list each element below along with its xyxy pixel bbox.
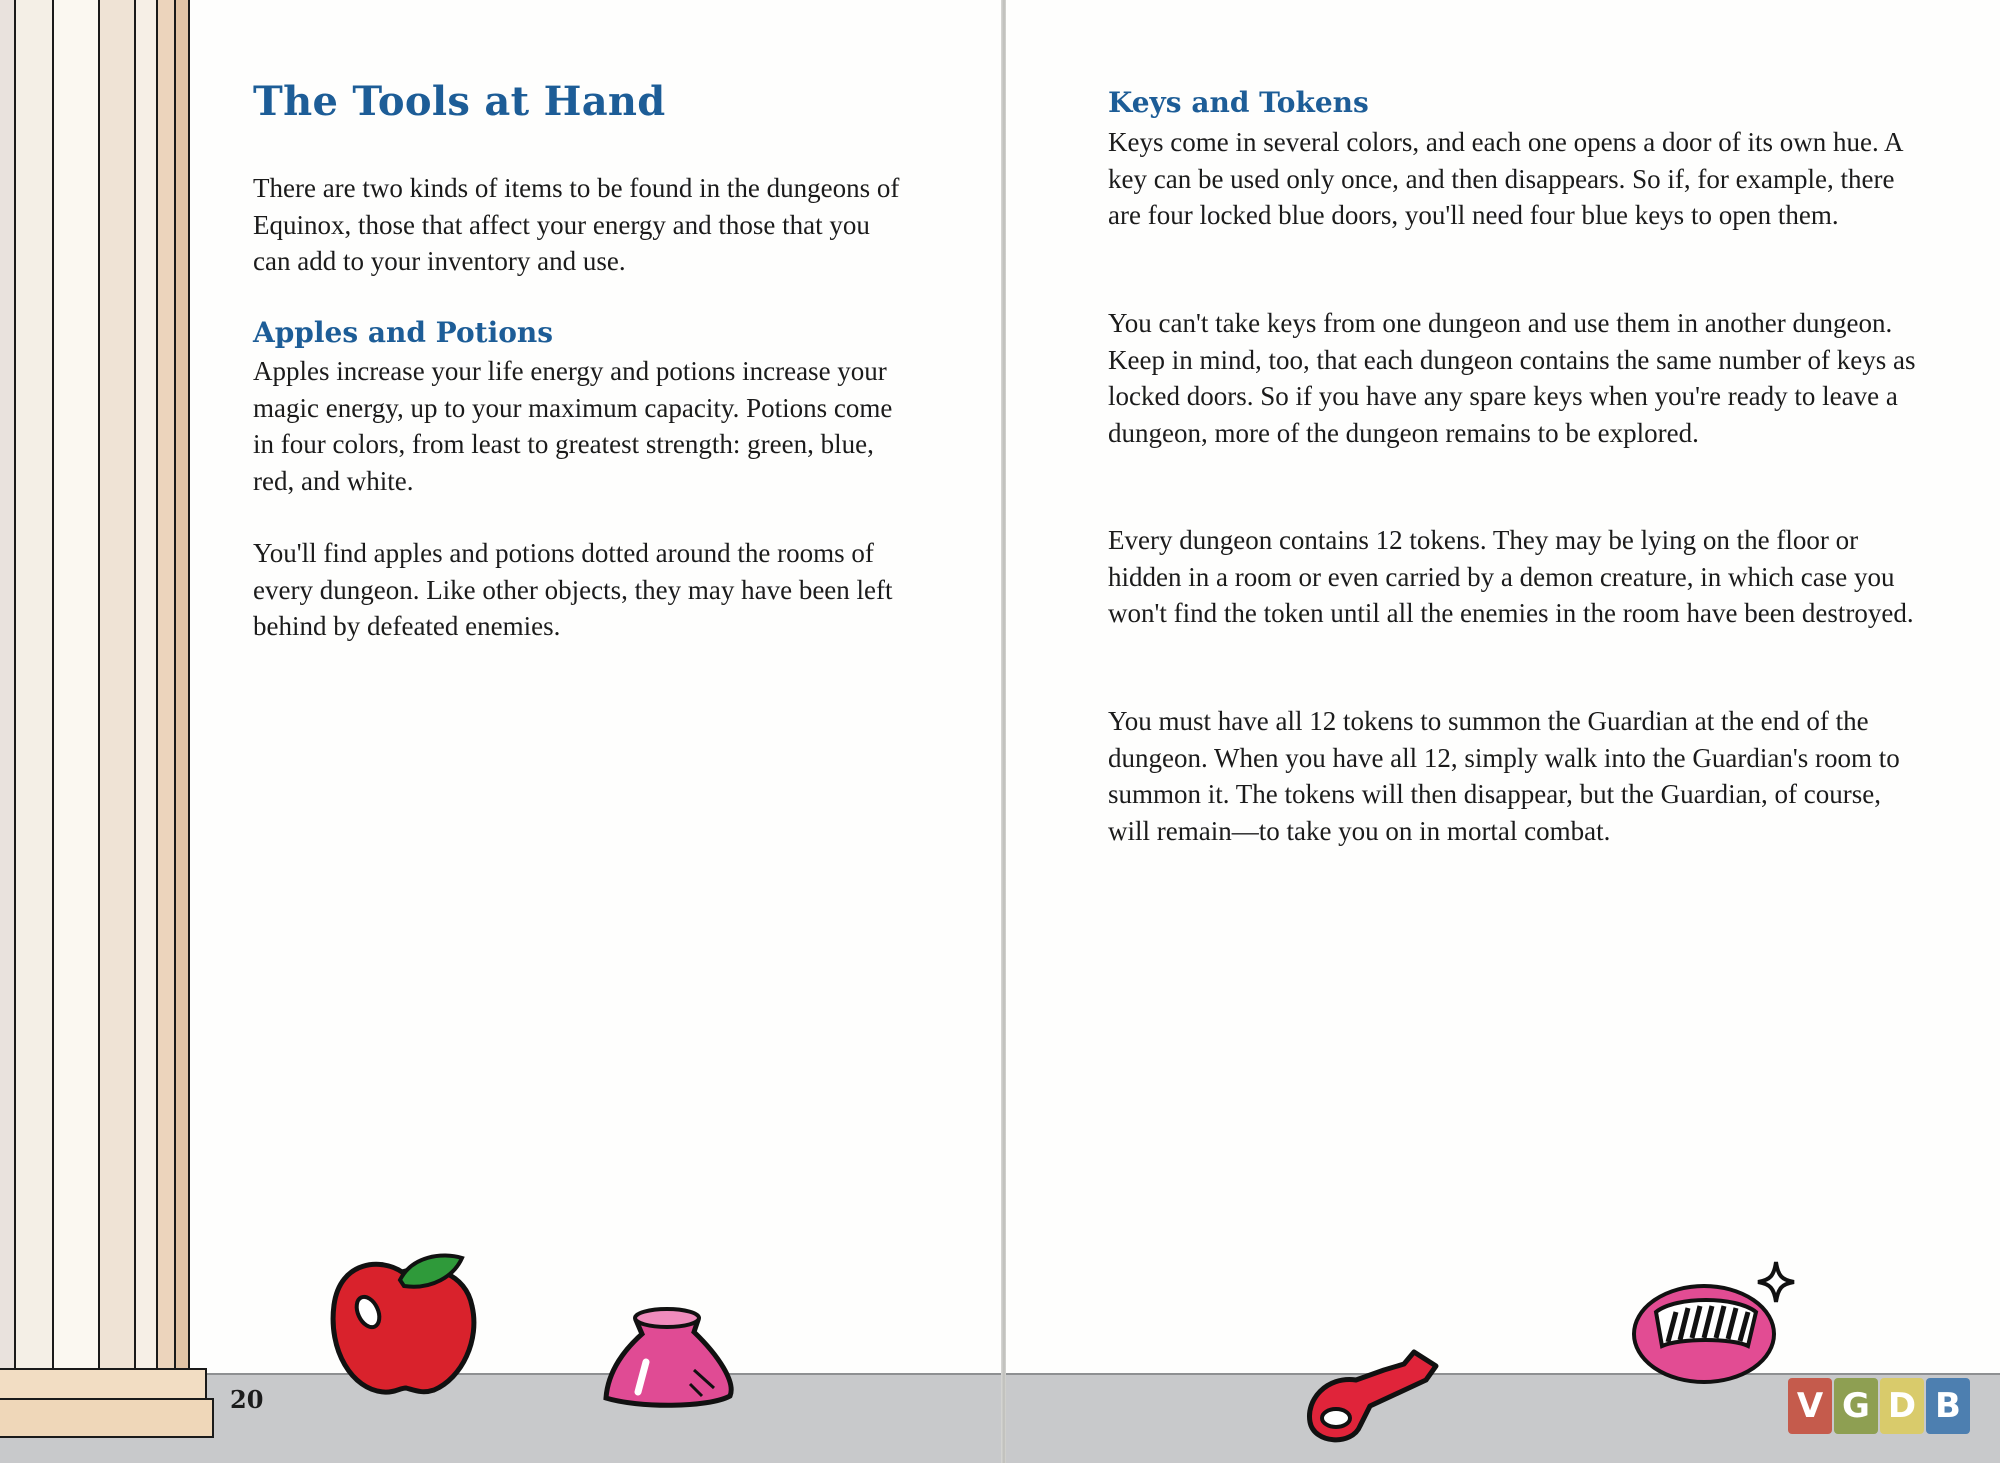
keys-paragraph-1: Keys come in several colors, and each one opens a door of its own hue. A key can be used only once, and then disappears. So if, for example, there are four locked blue doors, you'll need four blue keys to open them. — [1108, 127, 1903, 230]
keys-paragraph-2: You can't take keys from one dungeon and use them in another dungeon. Keep in mind, too, that each dungeon contains the same number of keys as locked doors. So if you have any spare keys when you're ready to leave a dungeon, more of the dungeon remains to be explored. — [1108, 308, 1916, 448]
tokens-paragraph-2: You must have all 12 tokens to summon the Guardian at the end of the dungeon. When you have all 12, simply walk into the Guardian's room to summon it. The tokens will then disappear, but the Guardian, of course, will remain—to take you on in mortal combat. — [1108, 706, 1900, 846]
watermark-letter-v: V — [1788, 1378, 1832, 1434]
decorative-column — [0, 0, 190, 1400]
column-plinth — [0, 1368, 207, 1400]
watermark-letter-d: D — [1880, 1378, 1924, 1434]
tokens-paragraph-1: Every dungeon contains 12 tokens. They may be lying on the floor or hidden in a room or even carried by a demon creature, in which case you won't find the token until all the enemies in the room have been destroyed. — [1108, 525, 1914, 628]
apples-paragraph-2: You'll find apples and potions dotted around the rooms of every dungeon. Like other objects, they may have been left behind by defeated enemies. — [253, 538, 893, 641]
watermark-letter-b: B — [1926, 1378, 1970, 1434]
section-heading-apples-potions: Apples and Potions — [253, 316, 554, 349]
potion-icon — [598, 1300, 738, 1410]
intro-paragraph: There are two kinds of items to be found in the dungeons of Equinox, those that affect your energy and those that you can add to your inventory and use. — [253, 173, 900, 276]
column-base — [0, 1398, 214, 1438]
page-number: 20 — [230, 1385, 264, 1414]
page-title: The Tools at Hand — [253, 78, 666, 125]
right-page — [1006, 0, 2000, 1463]
key-icon — [1296, 1340, 1456, 1450]
vgdb-watermark — [1788, 1378, 1970, 1434]
apples-paragraph-1: Apples increase your life energy and potions increase your magic energy, up to your maximum capacity. Potions come in four colors, from least to greatest strength: green, blue, red, and white. — [253, 356, 893, 496]
watermark-letter-g: G — [1834, 1378, 1878, 1434]
token-icon — [1628, 1250, 1798, 1390]
section-heading-keys-tokens: Keys and Tokens — [1108, 86, 1369, 119]
apple-icon — [322, 1250, 482, 1400]
